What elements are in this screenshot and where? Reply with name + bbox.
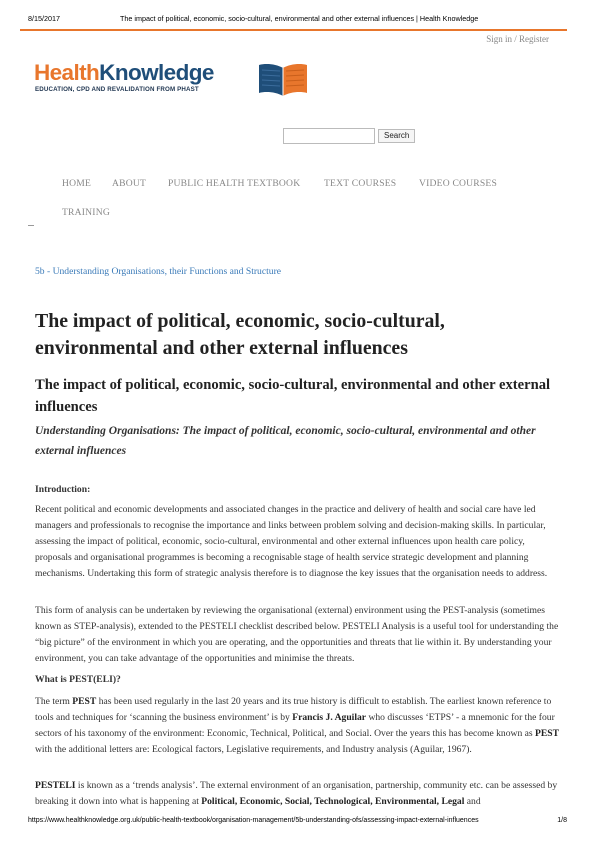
text-run: and bbox=[464, 796, 481, 808]
what-is-pesteli-heading: What is PEST(ELI)? bbox=[35, 674, 121, 685]
nav-public-health-textbook[interactable]: PUBLIC HEALTH TEXTBOOK bbox=[168, 178, 301, 189]
pest-term: PEST bbox=[535, 728, 560, 740]
print-date: 8/15/2017 bbox=[28, 14, 60, 23]
text-run: is known as a ‘trends analysis’. The external environment of an organisation, partnership, community etc. can be assessed by breaking it down into what is happening at bbox=[35, 780, 558, 808]
nav-home[interactable]: HOME bbox=[62, 178, 92, 189]
page-title: The impact of political, economic, socio-cultural, environmental and other external influences bbox=[35, 310, 445, 359]
signin-register-link[interactable] bbox=[486, 34, 549, 44]
print-page-title: The impact of political, economic, socio-cultural, environmental and other external influences | Health Knowledge bbox=[120, 14, 479, 23]
open-book-icon bbox=[256, 62, 310, 98]
pest-history-paragraph bbox=[35, 694, 561, 758]
page-number: 1/8 bbox=[557, 817, 567, 824]
text-run: with the additional letters are: Ecological factors, Legislative requirements, and Industry analysis (Aguilar, 1967). bbox=[35, 744, 472, 756]
nav-video-courses[interactable]: VIDEO COURSES bbox=[419, 178, 498, 189]
nav-divider bbox=[28, 225, 34, 226]
breadcrumb-link[interactable]: 5b - Understanding Organisations, their Functions and Structure bbox=[35, 266, 282, 277]
text-run: who discusses ‘ETPS’ - a mnemonic for the four sectors of his taxonomy of the environment: Economic, Technical, Political, and Social. Over the years this has become known as bbox=[35, 712, 555, 740]
text-run: has been used regularly in the last 20 years and its true history is difficult to establish. The earliest known reference to tools and techniques for ‘scanning the business environment’ is by bbox=[35, 696, 552, 724]
pesteli-factors: Political, Economic, Social, Technological, Environmental, Legal bbox=[201, 796, 465, 808]
signin-link[interactable]: Sign in / Register bbox=[486, 34, 549, 44]
print-footer bbox=[28, 817, 567, 829]
logo-health: Health bbox=[34, 60, 100, 85]
intro-paragraph: Recent political and economic developments and associated changes in the practice and delivery of health and social care have led managers and professionals to recognise the importance and links between problem solving and decision-making skills. In particular, assessing the impact of political, economic, socio-cultural, environmental and other external influences upon health care policy, proposals and organisational programmes is becoming a recognisable stage of health service strategic development and planning mechanisms. Undertaking this form of strategic analysis therefore is to diagnose the key issues that the organisation needs to address. bbox=[35, 504, 548, 580]
pesteli-trends-paragraph bbox=[35, 778, 561, 810]
pest-term: PEST bbox=[72, 696, 97, 707]
pesteli-term: PESTELI bbox=[35, 780, 76, 791]
header-rule bbox=[20, 29, 567, 31]
nav-text-courses[interactable]: TEXT COURSES bbox=[324, 178, 397, 189]
introduction-heading: Introduction: bbox=[35, 484, 91, 495]
search-input[interactable] bbox=[283, 128, 375, 144]
pest-analysis-paragraph: This form of analysis can be undertaken by reviewing the organisational (external) environment using the PEST-analysis (sometimes known as STEP-analysis), extended to the PESTELI checklist described below. PESTELI Analysis is a useful tool for understanding the “big picture” of the environment in which you are operating, and the opportunities and threats that lie within it. By understanding your environment, you can take advantage of the opportunities and minimise the threats. bbox=[35, 605, 559, 665]
text-run: The term bbox=[35, 696, 73, 707]
logo-tagline: EDUCATION, CPD AND REVALIDATION FROM PHAST bbox=[35, 86, 199, 93]
nav-training[interactable]: TRAINING bbox=[62, 207, 110, 218]
health-knowledge-logo[interactable] bbox=[34, 60, 314, 100]
logo-knowledge: Knowledge bbox=[99, 60, 214, 85]
author-name: Francis J. Aguilar bbox=[292, 712, 367, 724]
nav-about[interactable]: ABOUT bbox=[112, 178, 147, 189]
print-url: https://www.healthknowledge.org.uk/public-health-textbook/organisation-management/5b-understanding-ofs/assessing-impact-external-influences bbox=[28, 817, 479, 824]
article-italic-subtitle: Understanding Organisations: The impact of political, economic, socio-cultural, environmental and other external influences bbox=[35, 425, 536, 457]
article-subtitle: The impact of political, economic, socio-cultural, environmental and other external influences bbox=[35, 377, 551, 415]
logo-wordmark bbox=[34, 60, 214, 86]
search-button[interactable]: Search bbox=[378, 129, 415, 143]
print-header bbox=[28, 14, 567, 26]
